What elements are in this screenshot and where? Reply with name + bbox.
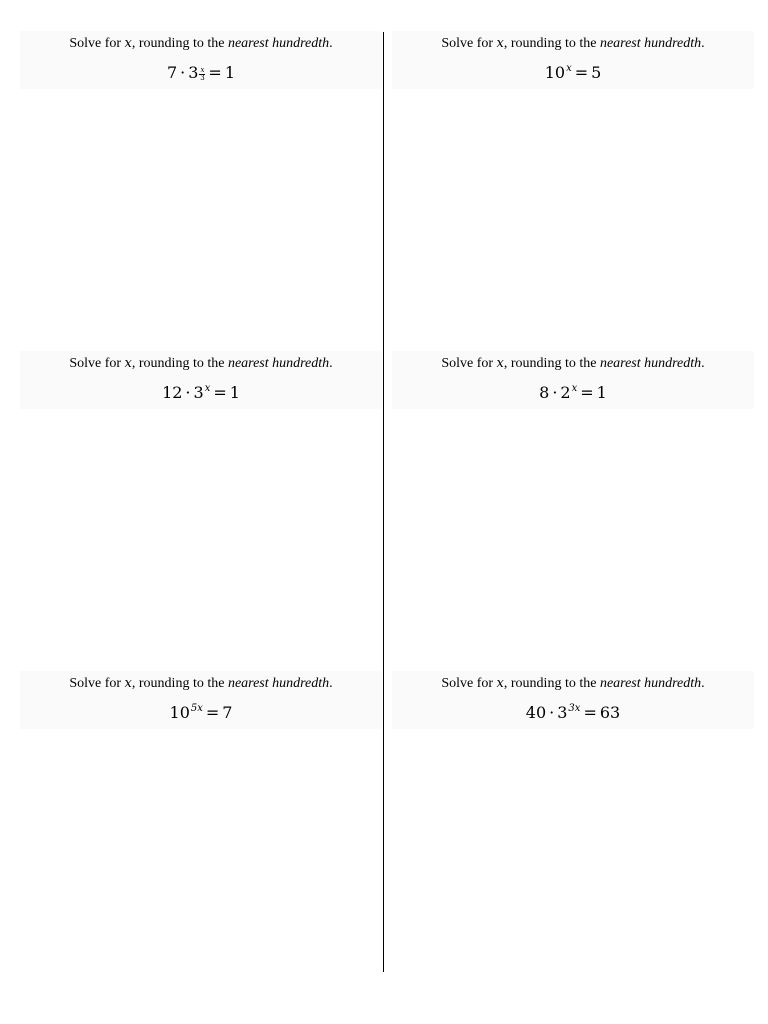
problem-card — [392, 351, 754, 409]
problem-card — [20, 31, 382, 89]
problem-prompt: Solve for x, rounding to the nearest hundredth. — [69, 36, 333, 51]
problem-equation: 7 · 3 $\frac{x}{3}$ = 1 — [166, 63, 235, 82]
problem-prompt: Solve for x, rounding to the nearest hundredth. — [441, 356, 705, 371]
problem-card — [392, 671, 754, 729]
problem-equation: 10x = 5 — [544, 63, 602, 82]
problem-prompt: Solve for x, rounding to the nearest hundredth. — [441, 676, 705, 691]
problem-card — [20, 351, 382, 409]
problem-equation: 12 · 3x = 1 — [162, 383, 240, 402]
exponent-fraction: $\frac{x}{3}$ — [200, 66, 205, 82]
column-divider — [383, 32, 384, 972]
problem-equation: 40 · 33x = 63 — [525, 703, 621, 722]
problem-prompt: Solve for x, rounding to the nearest hundredth. — [69, 356, 333, 371]
problem-prompt: Solve for x, rounding to the nearest hundredth. — [69, 676, 333, 691]
problem-card — [392, 31, 754, 89]
problem-equation: 8 · 2x = 1 — [539, 383, 607, 402]
problem-prompt: Solve for x, rounding to the nearest hundredth. — [441, 36, 705, 51]
problem-equation: 105x = 7 — [169, 703, 233, 722]
problem-card — [20, 671, 382, 729]
